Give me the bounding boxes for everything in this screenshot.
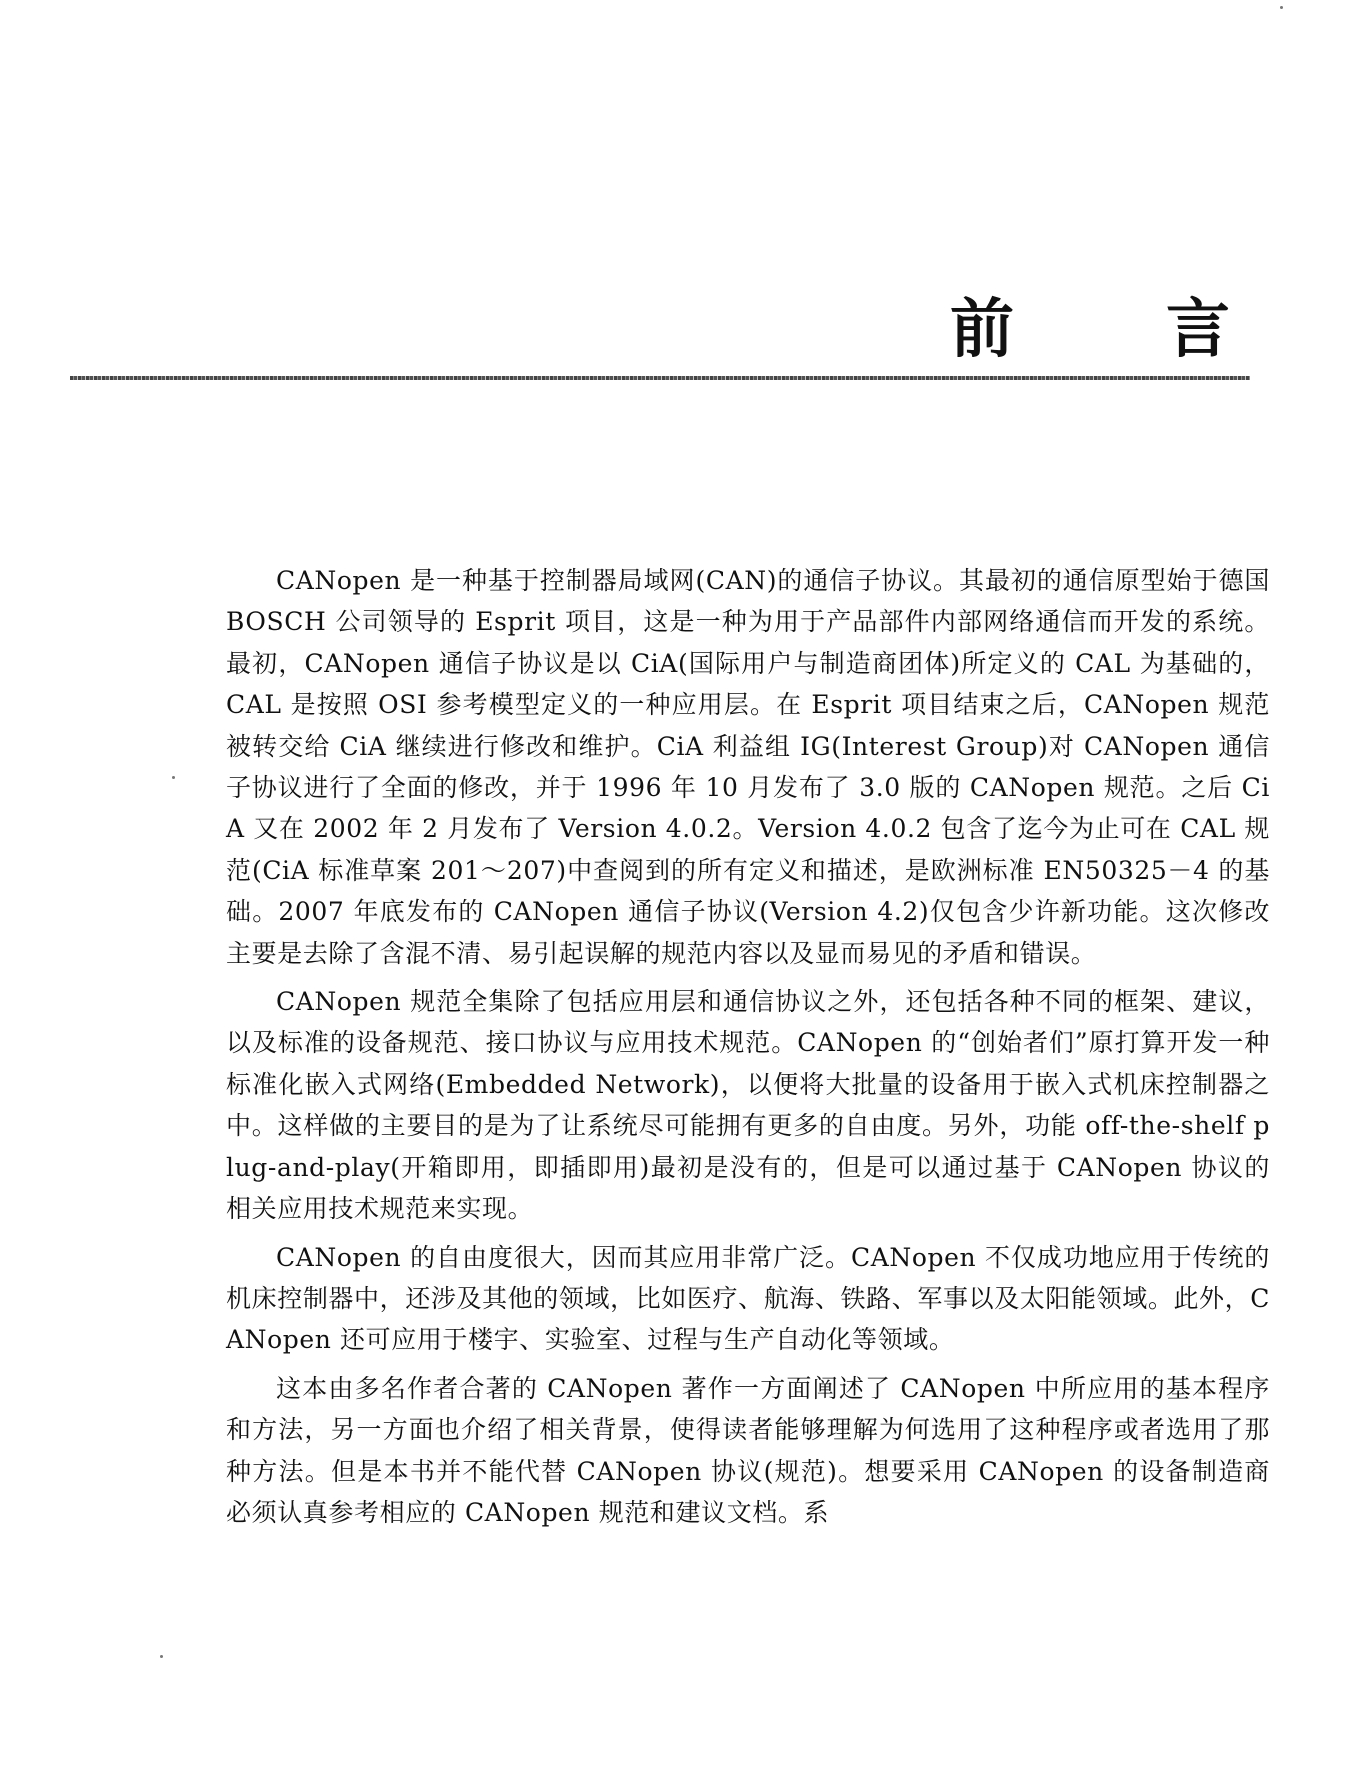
paragraph-2: CANopen 规范全集除了包括应用层和通信协议之外，还包括各种不同的框架、建议，以及标准的设备规范、接口协议与应用技术规范。CANopen 的“创始者们”原打算开发一种标准化嵌入式网络(Embedded Network)，以便将大批量的设备用于嵌入式机床控制器之中。这样做的主要目的是为了让系统尽可能拥有更多的自由度。另外，功能 off-the-shelf plug-and-play(开箱即用，即插即用)最初是没有的，但是可以通过基于 CANopen 协议的相关应用技术规范来实现。 <box>226 987 1270 1224</box>
paragraph-1: CANopen 是一种基于控制器局域网(CAN)的通信子协议。其最初的通信原型始于德国 BOSCH 公司领导的 Esprit 项目，这是一种为用于产品部件内部网络通信而开发的系统。最初，CANopen 通信子协议是以 CiA(国际用户与制造商团体)所定义的 CAL 为基础的，CAL 是按照 OSI 参考模型定义的一种应用层。在 Esprit 项目结束之后，CANopen 规范被转交给 CiA 继续进行修改和维护。CiA 利益组 IG(Interest Group)对 CANopen 通信子协议进行了全面的修改，并于 1996 年 10 月发布了 3.0 版的 CANopen 规范。之后 CiA 又在 2002 年 2 月发布了 Version 4.0.2。Version 4.0.2 包含了迄今为止可在 CAL 规范(CiA 标准草案 201～207)中查阅到的所有定义和描述，是欧洲标准 EN50325－4 的基础。2007 年底发布的 CANopen 通信子协议(Version 4.2)仅包含少许新功能。这次修改主要是去除了含混不清、易引起误解的规范内容以及显而易见的矛盾和错误。 <box>226 566 1270 968</box>
paragraph-3: CANopen 的自由度很大，因而其应用非常广泛。CANopen 不仅成功地应用于传统的机床控制器中，还涉及其他的领域，比如医疗、航海、铁路、军事以及太阳能领域。此外，CANopen 还可应用于楼宇、实验室、过程与生产自动化等领域。 <box>226 1242 1270 1355</box>
chapter-title-char-2: 言 <box>1166 293 1230 367</box>
chapter-title <box>950 290 1230 370</box>
preface-body <box>226 560 1270 1540</box>
chapter-title-char-1: 前 <box>950 293 1014 367</box>
title-divider-rule <box>70 376 1250 380</box>
scan-speck <box>1280 6 1283 9</box>
paragraph-4: 这本由多名作者合著的 CANopen 著作一方面阐述了 CANopen 中所应用的基本程序和方法，另一方面也介绍了相关背景，使得读者能够理解为何选用了这种程序或者选用了那种方法。但是本书并不能代替 CANopen 协议(规范)。想要采用 CANopen 的设备制造商必须认真参考相应的 CANopen 规范和建议文档。系 <box>226 1373 1270 1527</box>
scan-speck <box>172 776 175 779</box>
scan-speck <box>160 1655 163 1658</box>
